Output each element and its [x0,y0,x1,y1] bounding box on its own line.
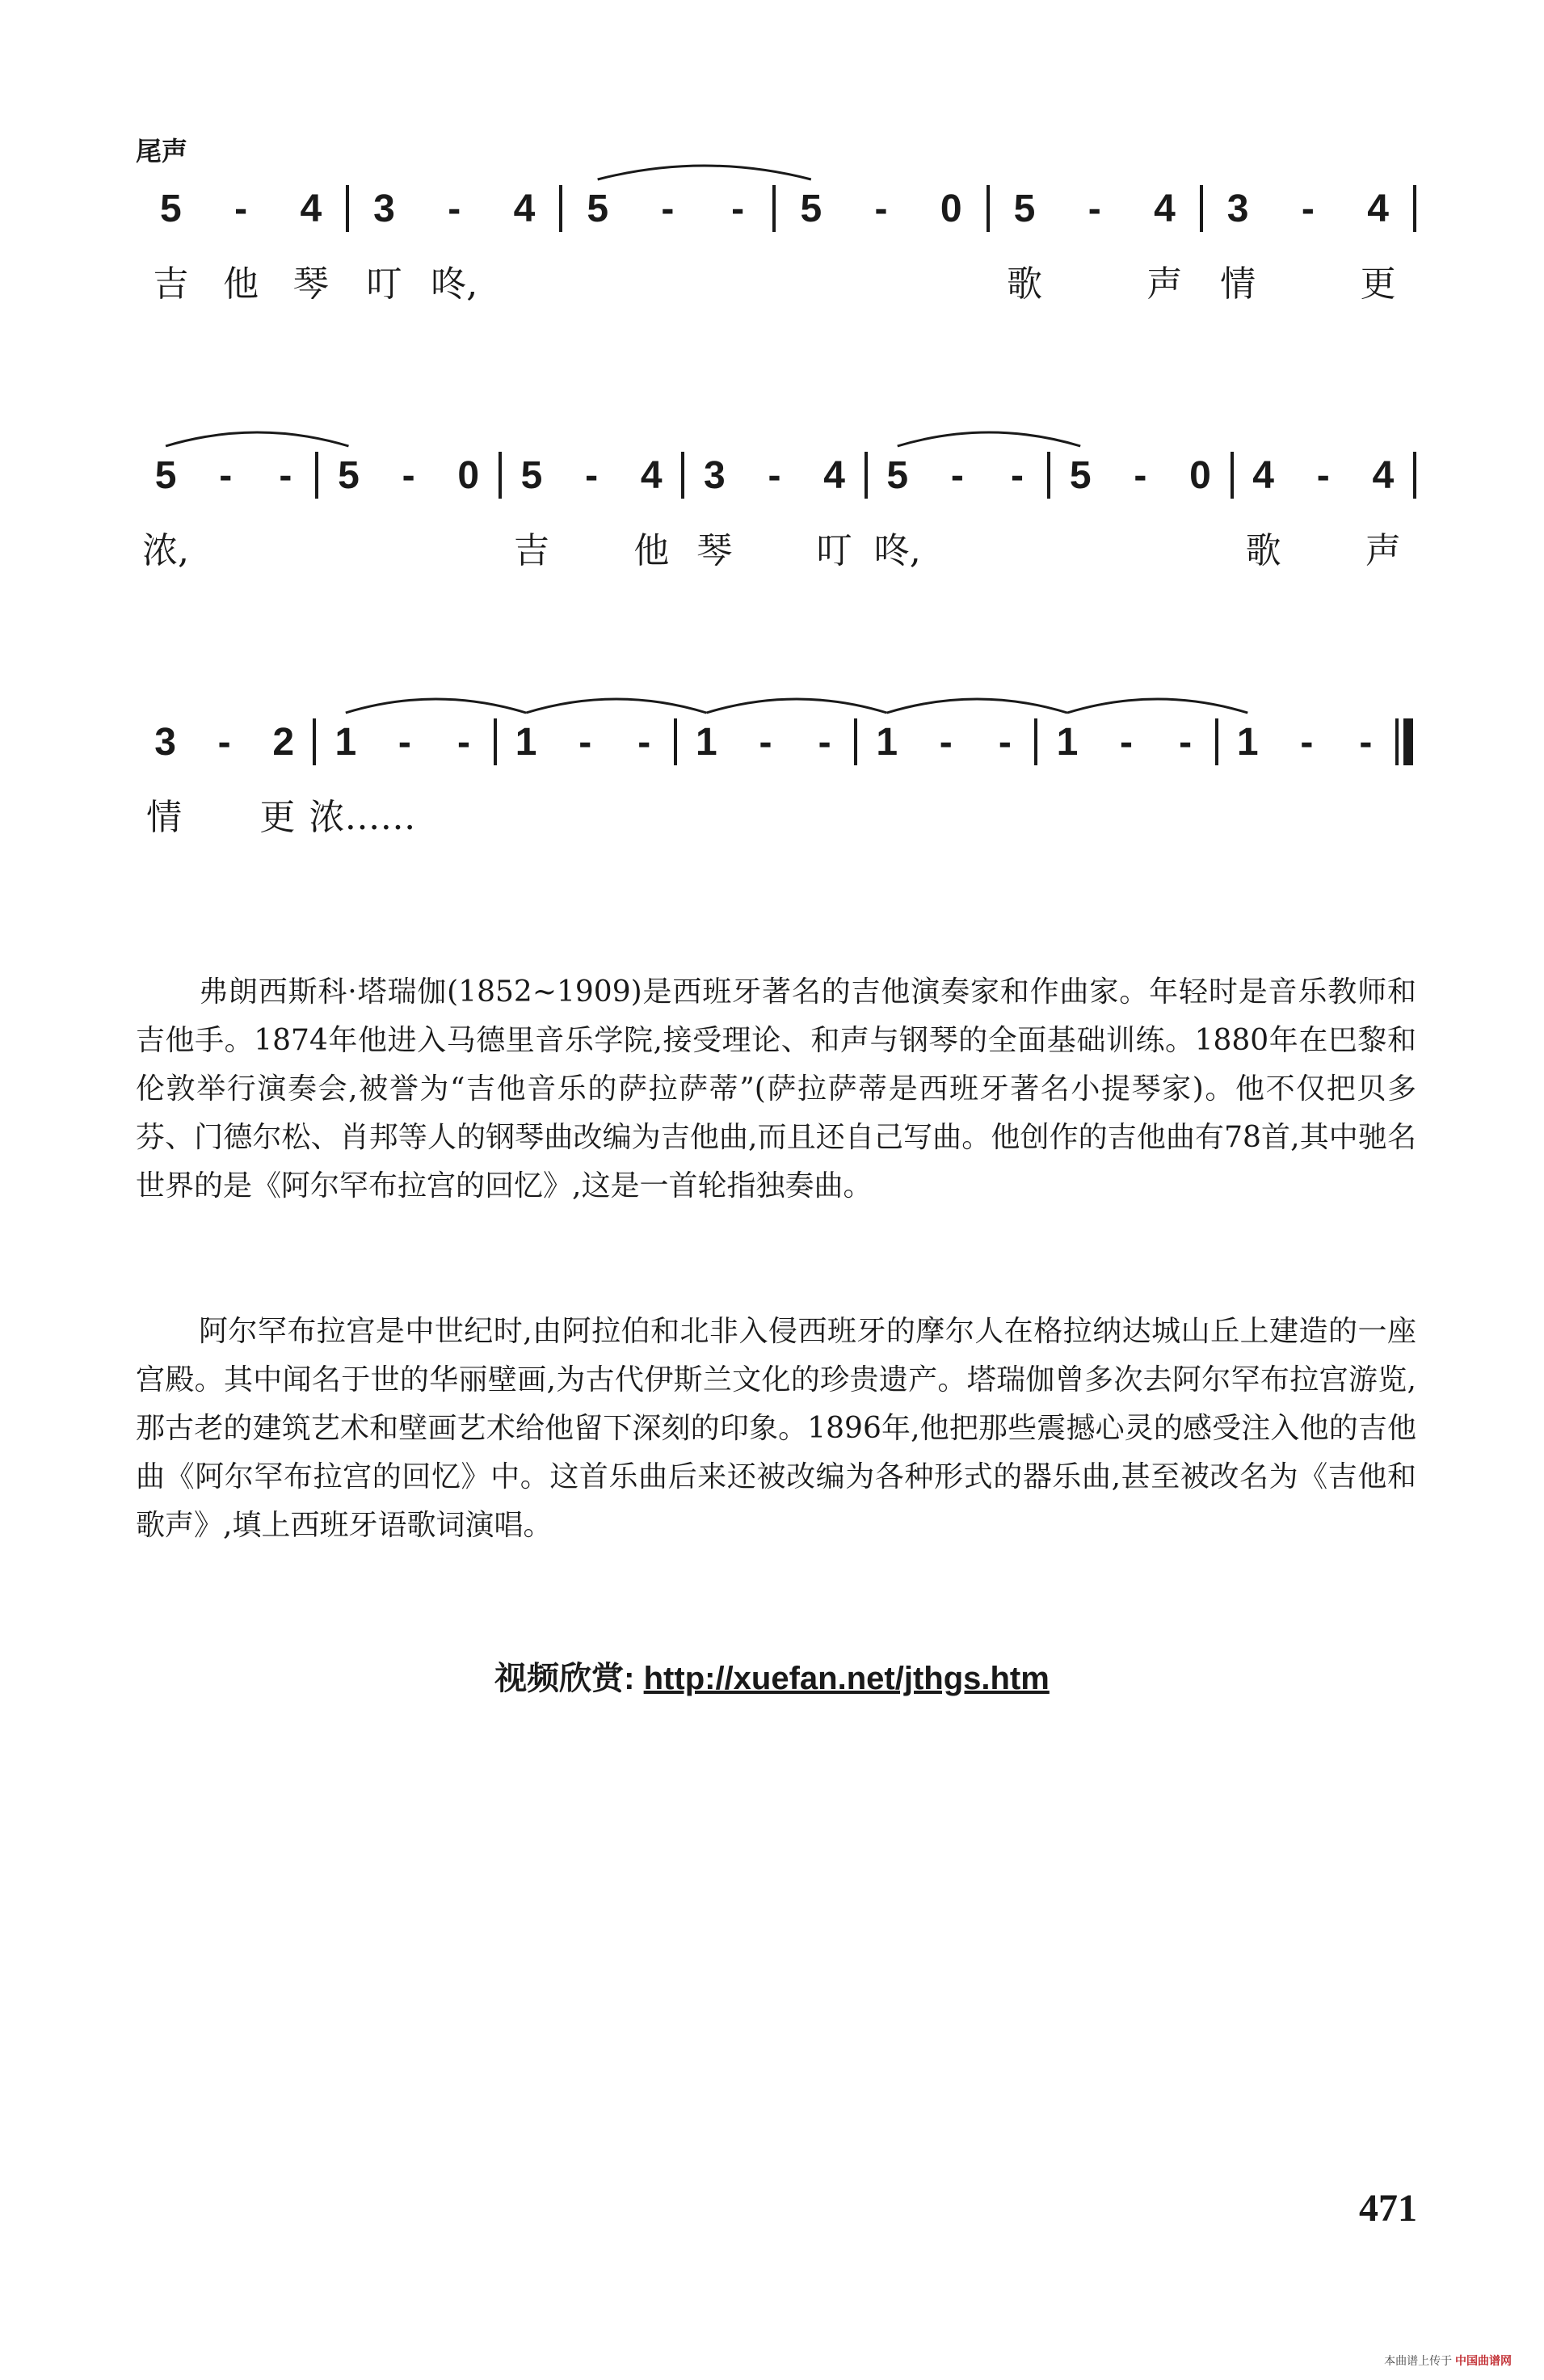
lyrics-line [136,252,1416,309]
notation-row-2 [136,443,1416,575]
dash-beat: - [874,187,888,230]
dash-beat: - [1179,720,1193,764]
note-beat: 0 [940,187,962,230]
paragraph-alhambra: 阿尔罕布拉宫是中世纪时,由阿拉伯和北非入侵西班牙的摩尔人在格拉纳达城山丘上建造的一座宫殿。其中闻名于世的华丽壁画,为古代伊斯兰文化的珍贵遗产。塔瑞伽曾多次去阿尔罕布拉宫游览,那古老的建筑艺术和壁画艺术给他留下深刻的印象。1896年,他把那些震撼心灵的感受注入他的吉他曲《阿尔罕布拉宫的回忆》中。这首乐曲后来还被改编为各种形式的器乐曲,甚至被改名为《吉他和歌声》,填上西班牙语歌词演唱。 [136,1315,1416,1542]
lyric-syllable: 浓…… [309,797,416,838]
note-beat: 4 [823,453,845,497]
dash-beat: - [398,720,411,764]
note-beat: 4 [640,453,663,497]
note-beat: 1 [515,720,537,764]
tie-arc [898,432,1080,446]
dash-beat: - [731,187,745,230]
dash-beat: - [1088,187,1101,230]
lyric-syllable: 琴 [696,530,733,571]
notes-line [136,443,1416,508]
note-beat: 4 [1367,187,1389,230]
note-beat: 1 [696,720,717,764]
dash-beat: - [661,187,675,230]
note-beat: 0 [457,453,480,497]
note-beat: 4 [1372,453,1395,497]
note-beat: 5 [886,453,909,497]
note-beat: 5 [1069,453,1092,497]
lyric-syllable: 歌 [1006,263,1042,305]
note-beat: 1 [1236,720,1259,764]
dash-beat: - [818,720,831,764]
lyric-syllable: 声 [1365,530,1401,571]
dash-beat: - [585,453,599,497]
notes-line [136,176,1416,241]
dash-beat: - [950,453,964,497]
dash-beat: - [1359,720,1373,764]
video-link-line [0,1653,1544,1699]
dash-beat: - [1301,187,1315,230]
tie-arc [346,699,526,713]
lyric-syllable: 歌 [1245,530,1281,571]
footer-brand: 中国曲谱网 [1455,2354,1512,2367]
note-beat: 4 [1252,453,1274,497]
lyric-syllable: 声 [1146,263,1183,305]
notation-row-3 [136,710,1416,842]
lyric-syllable: 更 [1360,263,1396,305]
dash-beat: - [939,720,953,764]
footer-note [1384,2353,1512,2369]
lyric-syllable: 情 [146,797,183,838]
note-beat: 3 [703,453,726,497]
dash-beat: - [402,453,415,497]
note-beat: 5 [800,187,822,230]
lyric-syllable: 咚, [431,263,478,305]
tie-arc [706,699,886,713]
note-beat: 1 [334,720,357,764]
video-label: 视频欣赏: [494,1661,635,1696]
note-beat: 5 [1013,187,1036,230]
lyric-syllable: 叮 [816,530,852,571]
note-beat: 0 [1189,453,1211,497]
note-beat: 1 [876,720,898,764]
note-beat: 3 [373,187,395,230]
note-beat: 4 [1154,187,1176,230]
dash-beat: - [578,720,592,764]
lyric-syllable: 咚, [873,530,921,571]
dash-beat: - [998,720,1012,764]
dash-beat: - [448,187,461,230]
lyric-syllable: 吉 [513,530,549,571]
note-beat: 5 [520,453,543,497]
barline [1413,452,1416,499]
dash-beat: - [217,720,231,764]
tie-arc [887,699,1067,713]
lyric-syllable: 更 [259,797,296,838]
barline [1413,185,1416,232]
tie-arc [598,166,811,179]
note-beat: 2 [272,720,295,764]
note-beat: 1 [1056,720,1079,764]
tie-arc [1067,699,1247,713]
notation-row-1 [136,176,1416,309]
note-beat: 3 [1226,187,1249,230]
dash-beat: - [279,453,292,497]
section-label: 尾声 [136,137,188,166]
footer-prefix: 本曲谱上传于 [1384,2354,1453,2367]
notes-line [136,710,1416,774]
final-barline [1395,718,1416,765]
dash-beat: - [234,187,248,230]
note-beat: 5 [338,453,360,497]
video-url-link[interactable]: http://xuefan.net/jthgs.htm [643,1661,1050,1696]
lyric-syllable: 浓, [142,530,190,571]
dash-beat: - [759,720,772,764]
lyric-syllable: 情 [1220,263,1256,305]
tie-arc [166,432,348,446]
note-beat: 5 [154,453,177,497]
dash-beat: - [219,453,233,497]
note-beat: 5 [160,187,182,230]
paragraph-biography: 弗朗西斯科·塔瑞伽(1852~1909)是西班牙著名的吉他演奏家和作曲家。年轻时是音乐教师和吉他手。1874年他进入马德里音乐学院,接受理论、和声与钢琴的全面基础训练。1880年在巴黎和伦敦举行演奏会,被誉为“吉他音乐的萨拉萨蒂”(萨拉萨蒂是西班牙著名小提琴家)。他不仅把贝多芬、门德尔松、肖邦等人的钢琴曲改编为吉他曲,而且还自己写曲。他创作的吉他曲有78首,其中驰名世界的是《阿尔罕布拉宫的回忆》,这是一首轮指独奏曲。 [136,975,1416,1203]
lyric-syllable: 吉 [153,263,189,305]
note-beat: 5 [587,187,609,230]
lyric-syllable: 叮 [366,263,402,305]
tie-arc [526,699,706,713]
tie-layer [136,689,1416,721]
lyrics-line [136,786,1416,842]
note-beat: 4 [300,187,322,230]
dash-beat: - [457,720,470,764]
dash-beat: - [1300,720,1314,764]
note-beat: 3 [154,720,176,764]
lyrics-line [136,519,1416,575]
tie-layer [136,155,1416,187]
dash-beat: - [1011,453,1024,497]
page-number: 471 [1359,2187,1417,2230]
dash-beat: - [768,453,781,497]
dash-beat: - [1134,453,1147,497]
dash-beat: - [1316,453,1330,497]
note-beat: 4 [513,187,536,230]
lyric-syllable: 琴 [292,263,329,305]
dash-beat: - [637,720,651,764]
tie-layer [136,422,1416,454]
dash-beat: - [1120,720,1134,764]
lyric-syllable: 他 [633,530,670,571]
lyric-syllable: 他 [223,263,259,305]
